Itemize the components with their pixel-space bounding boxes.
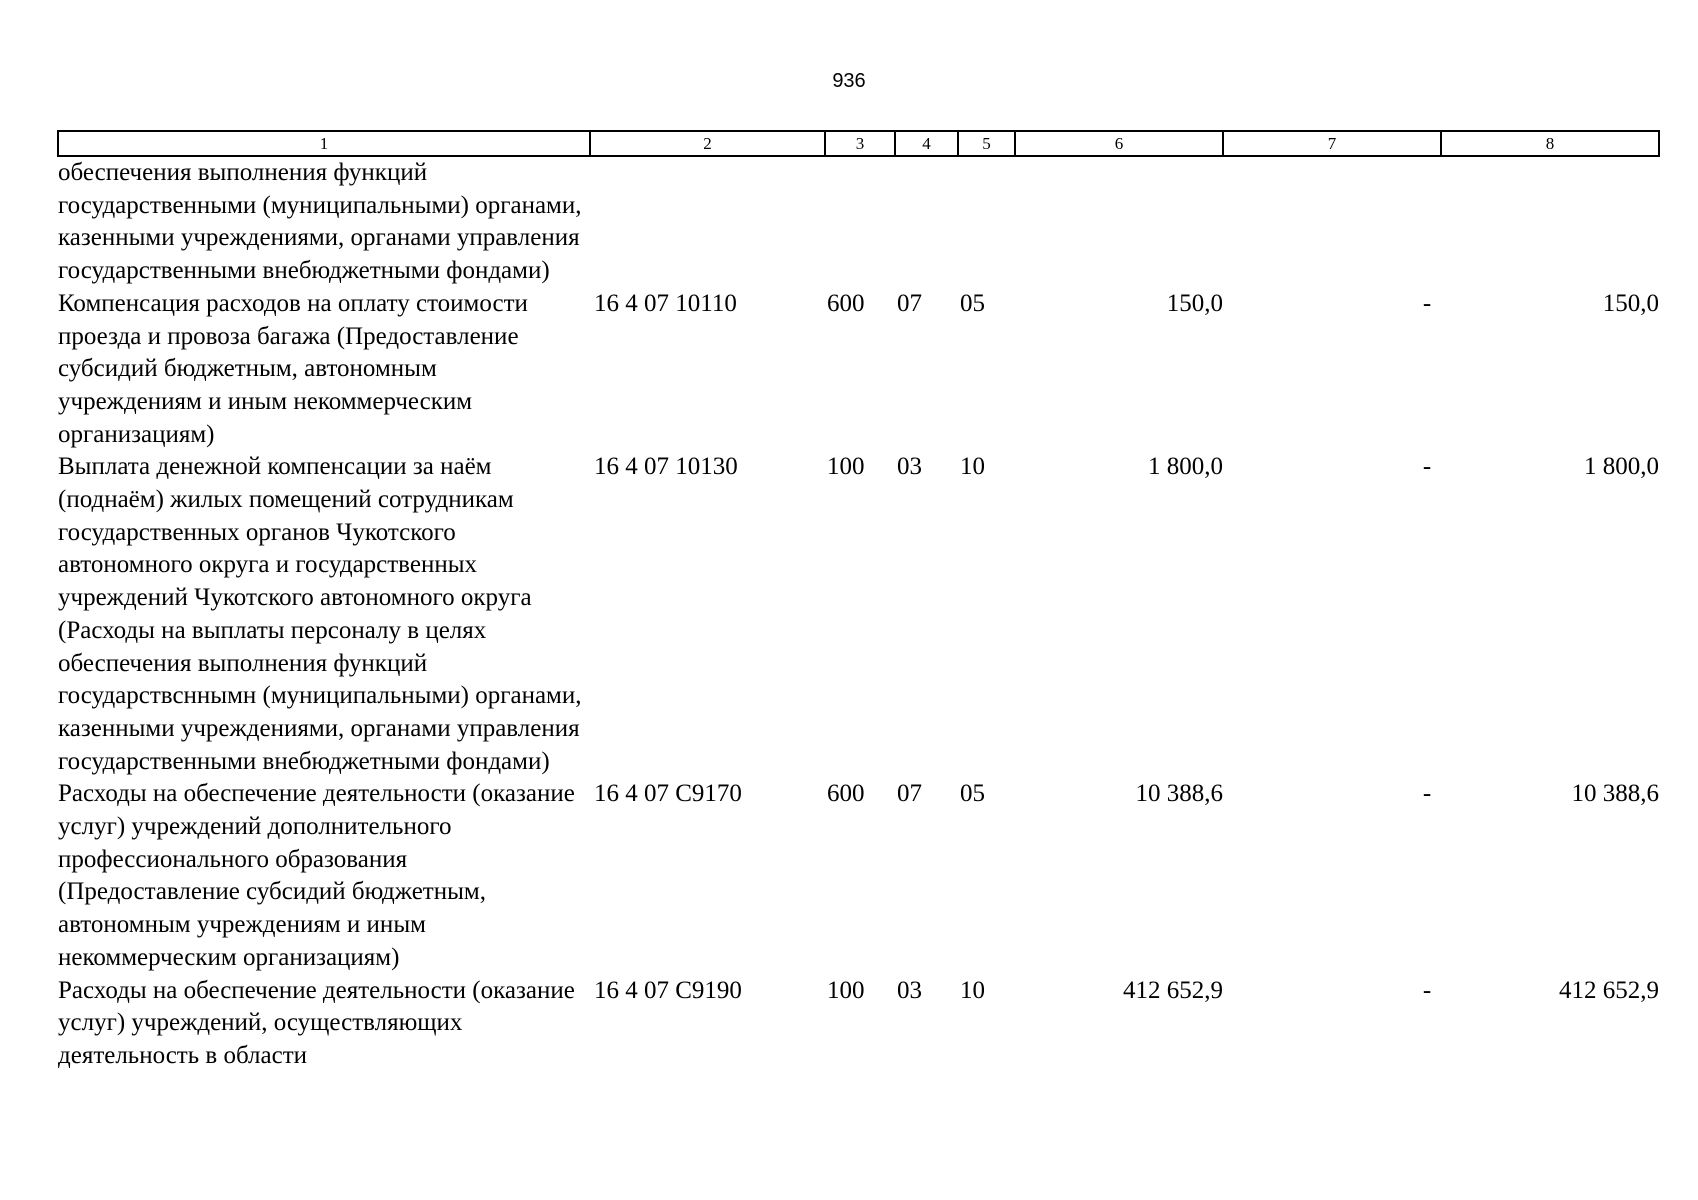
expense-name: Расходы на обеспечение деятельности (оказание услуг) учреждений, осуществляющих деятельность в области <box>58 976 575 1069</box>
column-header-6: 6 <box>1015 131 1223 156</box>
change-value <box>1223 156 1441 288</box>
subsection-code: 05 <box>960 780 985 808</box>
expense-name: Выплата денежной компенсации за наём (поднаём) жилых помещений сотрудникам государственных органов Чукотского автономного округа и государственных учреждений Чукотского автономного округа (Расходы на выплаты персоналу в целях обеспечения выполнения функций государствсннымн (муниципальными) органами, казенными учреждениями, органами управления государственными внебюджетными фондами) <box>58 453 582 775</box>
subsection-code: 05 <box>960 289 985 317</box>
expense-type-code: 100 <box>827 976 865 1004</box>
expense-type-code: 100 <box>827 453 865 481</box>
amount-value: 150,0 <box>1166 289 1223 317</box>
target-code <box>590 156 825 288</box>
budget-table <box>57 130 1660 1073</box>
change-value: - <box>1422 976 1432 1004</box>
section-code: 07 <box>897 289 922 317</box>
amount-value: 412 652,9 <box>1123 976 1223 1004</box>
section-code: 03 <box>897 453 922 481</box>
amount-value <box>1015 156 1223 288</box>
target-code: 16 4 07 10110 <box>594 289 737 317</box>
expense-type-code <box>825 156 895 288</box>
table-body <box>58 156 1659 1073</box>
header-row <box>58 131 1659 156</box>
section-code <box>895 156 958 288</box>
amount-value: 10 388,6 <box>1135 780 1223 808</box>
section-code: 07 <box>897 780 922 808</box>
expense-name: обеспечения выполнения функций государственными (муниципальными) органами, казенными учреждениями, органами управления государственными внебюджетными фондами) <box>58 159 582 285</box>
column-header-3: 3 <box>825 131 895 156</box>
expense-name: Расходы на обеспечение деятельности (оказание услуг) учреждений дополнительного профессионального образования (Предоставление субсидий бюджетным, автономным учреждениям и иным некоммерческим организациям) <box>58 780 575 971</box>
total-value <box>1441 156 1659 288</box>
expense-type-code: 600 <box>827 780 865 808</box>
change-value: - <box>1422 289 1432 317</box>
table-header <box>58 131 1659 156</box>
target-code: 16 4 07 С9190 <box>594 976 742 1004</box>
column-header-7: 7 <box>1223 131 1441 156</box>
total-value: 10 388,6 <box>1571 780 1659 808</box>
column-header-2: 2 <box>590 131 825 156</box>
table-row <box>58 778 1659 974</box>
table-row <box>58 975 1659 1073</box>
column-header-8: 8 <box>1441 131 1659 156</box>
change-value: - <box>1422 780 1432 808</box>
subsection-code: 10 <box>960 453 985 481</box>
total-value: 1 800,0 <box>1584 453 1659 481</box>
table-row <box>58 451 1659 778</box>
page-number: 936 <box>832 70 866 92</box>
expense-type-code: 600 <box>827 289 865 317</box>
change-value: - <box>1422 453 1432 481</box>
column-header-1: 1 <box>58 131 590 156</box>
column-header-5: 5 <box>958 131 1015 156</box>
table-row <box>58 156 1659 288</box>
subsection-code: 10 <box>960 976 985 1004</box>
total-value: 412 652,9 <box>1559 976 1659 1004</box>
total-value: 150,0 <box>1602 289 1659 317</box>
expense-name: Компенсация расходов на оплату стоимости проезда и провоза багажа (Предоставление субсидий бюджетным, автономным учреждениям и иным некоммерческим организациям) <box>58 289 528 448</box>
target-code: 16 4 07 С9170 <box>594 780 742 808</box>
table-row <box>58 288 1659 452</box>
subsection-code <box>958 156 1015 288</box>
amount-value: 1 800,0 <box>1148 453 1223 481</box>
target-code: 16 4 07 10130 <box>594 453 738 481</box>
section-code: 03 <box>897 976 922 1004</box>
column-header-4: 4 <box>895 131 958 156</box>
